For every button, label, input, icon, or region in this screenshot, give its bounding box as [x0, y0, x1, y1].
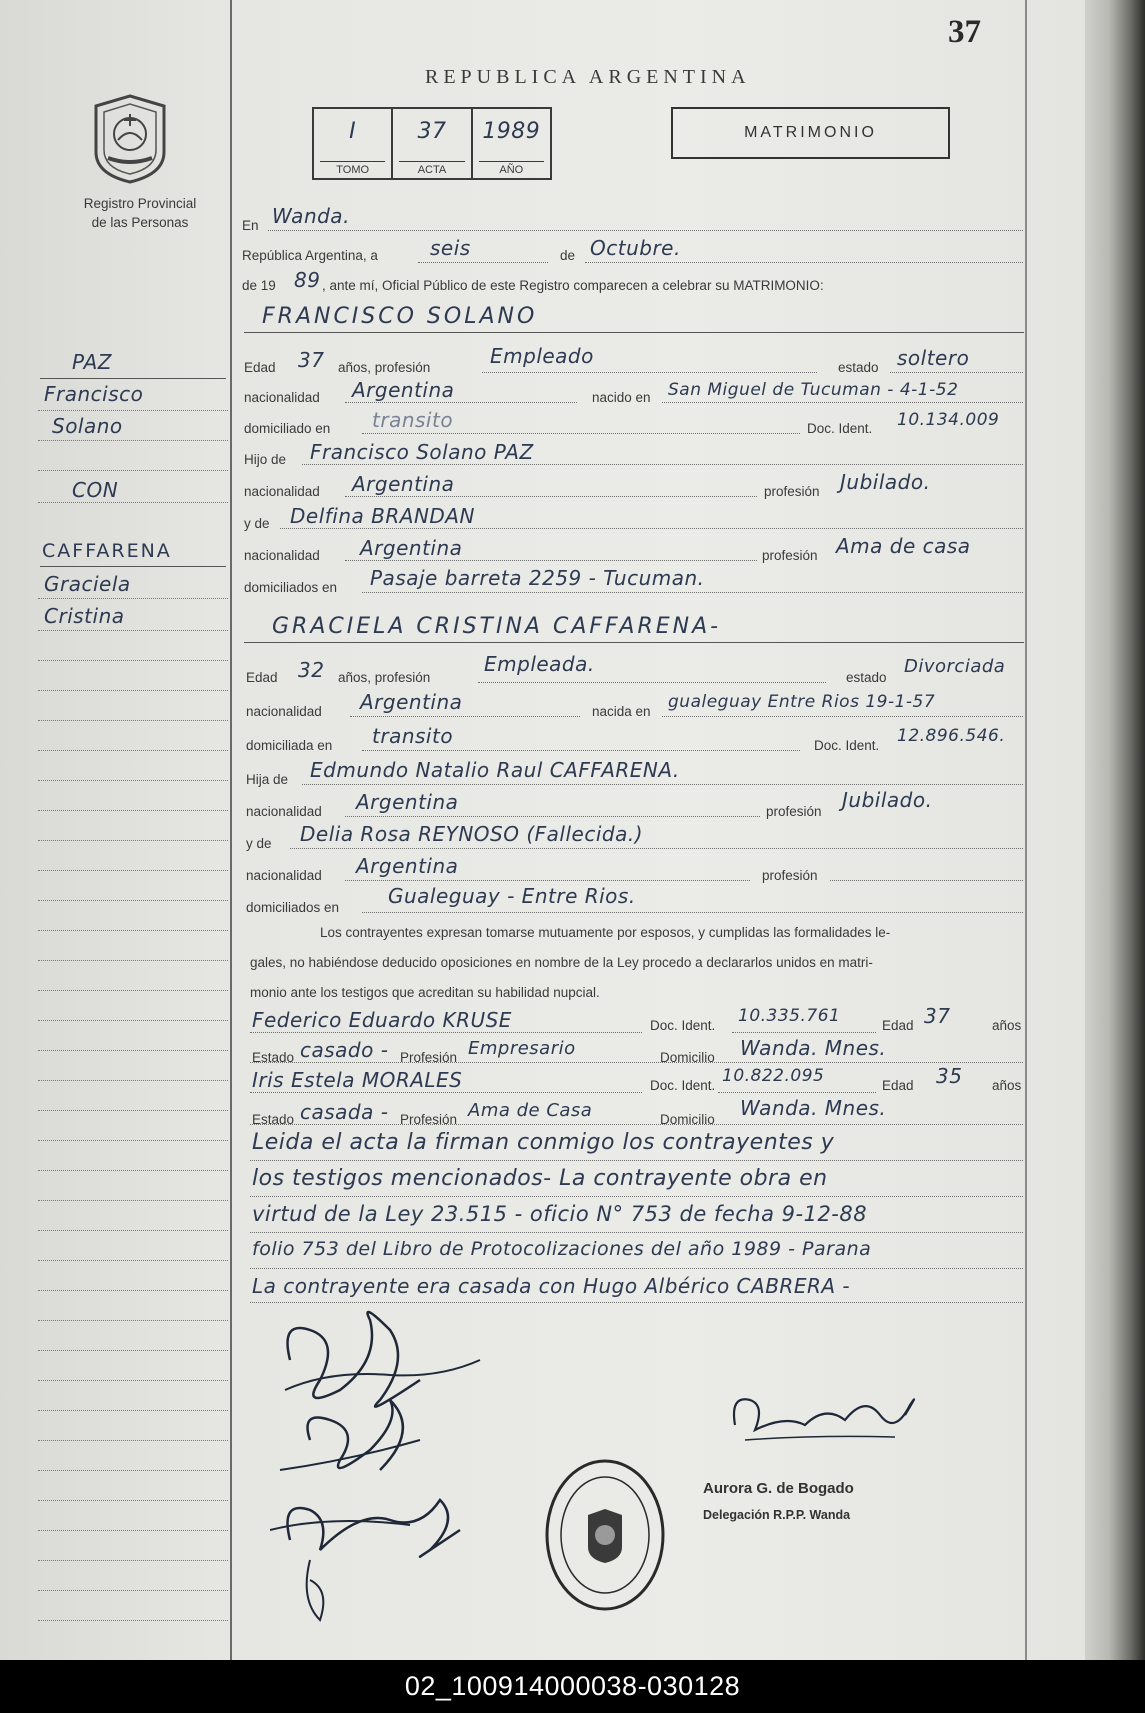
- witness2-doc: 10.822.095: [722, 1066, 825, 1086]
- official-stamp-icon: [540, 1455, 670, 1615]
- year-prefix: de 19: [242, 278, 276, 293]
- groom-status: soltero: [897, 346, 970, 370]
- reference-box: [312, 107, 552, 180]
- bride-father-profession: Jubilado.: [842, 788, 933, 812]
- note-line-5: La contrayente era casada con Hugo Albérico CABRERA -: [252, 1274, 851, 1298]
- place-value: Wanda.: [272, 204, 350, 228]
- witness2-status: casada -: [300, 1100, 389, 1124]
- bride-nationality: Argentina: [360, 690, 463, 714]
- witness1-doc: 10.335.761: [738, 1006, 841, 1026]
- groom-profession: Empleado: [490, 344, 594, 368]
- ref-tomo: I TOMO: [314, 109, 393, 178]
- book-spine: [1085, 0, 1145, 1660]
- note-line-2: los testigos mencionados- La contrayente obra en: [252, 1166, 828, 1191]
- groom-father: Francisco Solano PAZ: [310, 440, 534, 464]
- groom-address: transito: [372, 408, 454, 432]
- margin-name-bride-1: Graciela: [44, 572, 131, 596]
- ref-anio: 1989 AÑO: [473, 109, 550, 178]
- margin-name-bride-2: Cristina: [44, 604, 125, 628]
- margin-name-groom-1: Francisco: [44, 382, 144, 406]
- note-line-3: virtud de la Ley 23.515 - oficio N° 753 de fecha 9-12-88: [252, 1202, 868, 1226]
- margin-con: CON: [72, 478, 119, 502]
- month-value: Octubre.: [590, 236, 681, 260]
- bride-father-nationality: Argentina: [356, 790, 459, 814]
- bride-age: 32: [298, 658, 325, 682]
- bride-doc: 12.896.546.: [897, 726, 1006, 746]
- bride-profession: Empleada.: [484, 652, 595, 676]
- witness1-name: Federico Eduardo KRUSE: [252, 1008, 512, 1032]
- witness2-address: Wanda. Mnes.: [740, 1096, 887, 1120]
- official-office: Delegación R.P.P. Wanda: [703, 1508, 851, 1522]
- groom-mother: Delfina BRANDAN: [290, 504, 475, 528]
- document-page: Registro Provincial de las Personas PAZ Francisco Solano CON CAFFARENA Graciela Cristina 37 REPUBLICA ARGENTINA I TOMO 37 ACTA 1989 AÑO MATRIMONIO En Wanda. República Argentina, a seis de Octubre. de 19 89 , ante mí, Oficial Público de este Registro comparecen a celebrar su MATRIMONIO: FRANCISCO SOLANO Edad 37 años, profesión Empleado estado soltero nacionalidad Argentina nacido en San Miguel de Tucuman - 4-1-52 domiciliado en transito Doc. Ident. 10.134.009 Hijo de Francisco Solano PAZ nacionalidad Argentina profesión Jubilado. y de Delfina BRANDAN nacionalidad Argentina profesión Ama de casa domiciliados en Pasaje barreta 2259 - Tucuman. GRACIELA CRISTINA CAFFARENA- Edad 32 años, profesión Empleada. estado Divorciada nacionalidad Argentina nacida en gualeguay Entre Rios 19-1-57 domiciliada en transito Doc. Ident. 12.896.546. Hija de Edmundo Natalio Raul CAFFARENA. nacionalidad Argentina profesión Jubilado. y de Delia Rosa REYNOSO (Fallecida.) nacionalidad Argentina profesión domiciliados en Gualeguay - Entre Rios. Los contrayentes expresan tomarse mutuamente por esposos, y cumplidas las formalidades le- gales, no habiéndose deducido oposiciones en nombre de la Ley procedo a declararlos unidos en matri- monio ante los testigos que acreditan su habilidad nupcial. Federico Eduardo KRUSE Doc. Ident. 10.335.761 Edad 37 años Estado casado - Profesión Empresario Domicilio Wanda. Mnes. Iris Estela MORALES Doc. Ident. 10.822.095 Edad 35 años Estado casada - Profesión Ama de Casa Domicilio Wanda. Mnes. Leida el acta la firman conmigo los contrayentes y los testigos mencionados- La contrayente obra en virtud de la Ley 23.515 - oficio N° 753 de fecha 9-12-88 folio 753 del Libro de Protocolizaciones del año 1989 - Parana La contrayente era casada con Hugo Albérico CABRERA - Aurora G. de Bogado Delegación R.P.P. Wanda: [0, 0, 1145, 1660]
- provincial-seal-icon: [88, 92, 172, 184]
- official-signature-graphic: [725, 1385, 925, 1455]
- en-label: En: [242, 218, 259, 233]
- record-type-box: MATRIMONIO: [671, 107, 950, 159]
- registry-label: Registro Provincial de las Personas: [83, 196, 197, 230]
- republic-label: República Argentina, a: [242, 248, 378, 263]
- margin-surname-groom: PAZ: [72, 350, 112, 374]
- groom-nationality: Argentina: [352, 378, 455, 402]
- official-name: Aurora G. de Bogado: [703, 1480, 854, 1497]
- witness2-age: 35: [936, 1064, 963, 1088]
- bride-birthplace: gualeguay Entre Rios 19-1-57: [668, 692, 936, 712]
- declaration-line-2: gales, no habiéndose deducido oposiciones en nombre de la Ley procedo a declararlos unidos en matri-: [250, 955, 873, 970]
- note-line-4: folio 753 del Libro de Protocolizaciones del año 1989 - Parana: [252, 1238, 872, 1260]
- groom-father-nationality: Argentina: [352, 472, 455, 496]
- bride-parents-address: Gualeguay - Entre Rios.: [388, 884, 636, 908]
- bride-name: GRACIELA CRISTINA CAFFARENA-: [272, 614, 722, 639]
- note-line-1: Leida el acta la firman conmigo los contrayentes y: [252, 1130, 835, 1155]
- groom-mother-profession: Ama de casa: [836, 534, 971, 558]
- bride-address: transito: [372, 724, 454, 748]
- groom-mother-nationality: Argentina: [360, 536, 463, 560]
- margin-name-groom-2: Solano: [52, 414, 123, 438]
- page-number: 37: [948, 14, 981, 50]
- groom-age: 37: [298, 348, 325, 372]
- margin-rule: [230, 0, 232, 1660]
- witness2-profession: Ama de Casa: [468, 1100, 593, 1121]
- bride-father: Edmundo Natalio Raul CAFFARENA.: [310, 758, 680, 782]
- footer-band: [0, 1660, 1145, 1713]
- de-label: de: [560, 248, 576, 263]
- groom-birthplace: San Miguel de Tucuman - 4-1-52: [668, 380, 959, 400]
- day-value: seis: [430, 236, 471, 260]
- witness1-address: Wanda. Mnes.: [740, 1036, 887, 1060]
- margin-surname-bride: CAFFARENA: [42, 540, 172, 562]
- groom-name: FRANCISCO SOLANO: [262, 304, 538, 329]
- witness1-age: 37: [924, 1004, 951, 1028]
- groom-doc: 10.134.009: [897, 410, 1000, 430]
- witness2-name: Iris Estela MORALES: [252, 1068, 463, 1092]
- declaration-line-3: monio ante los testigos que acreditan su habilidad nupcial.: [250, 985, 600, 1000]
- groom-father-profession: Jubilado.: [840, 470, 931, 494]
- intro-text: , ante mí, Oficial Público de este Registro comparecen a celebrar su MATRIMONIO:: [322, 278, 824, 293]
- right-margin-rule: [1025, 0, 1027, 1660]
- bride-mother-nationality: Argentina: [356, 854, 459, 878]
- year-suffix: 89: [294, 268, 321, 292]
- country-heading: REPUBLICA ARGENTINA: [425, 66, 751, 88]
- bride-status: Divorciada: [904, 656, 1006, 677]
- declaration-line-1: Los contrayentes expresan tomarse mutuamente por esposos, y cumplidas las formalidades le-: [320, 925, 891, 940]
- ref-acta: 37 ACTA: [393, 109, 472, 178]
- groom-parents-address: Pasaje barreta 2259 - Tucuman.: [370, 566, 705, 590]
- witness1-status: casado -: [300, 1038, 389, 1062]
- bride-mother: Delia Rosa REYNOSO (Fallecida.): [300, 822, 643, 846]
- signatures-graphic: [270, 1300, 510, 1630]
- witness1-profession: Empresario: [468, 1038, 576, 1059]
- margin-column: [0, 0, 232, 1660]
- document-id: 02_100914000038-030128: [404, 1671, 741, 1701]
